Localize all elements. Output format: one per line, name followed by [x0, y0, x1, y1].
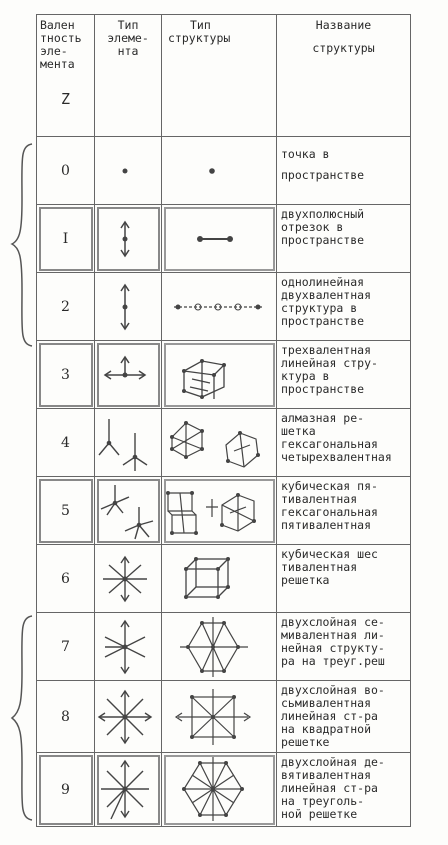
- structure-name-line: трехвалентная: [281, 343, 372, 357]
- structure-name-line: линейная ст-ра: [281, 781, 378, 795]
- structure-cell: [162, 137, 277, 205]
- structure-name-line: пространстве: [281, 314, 365, 328]
- structure-name-line: решетке: [281, 735, 330, 749]
- octavalent-element-icon: [95, 683, 161, 750]
- header-valence: [37, 15, 95, 137]
- structure-name-line: тивалентная: [281, 492, 358, 506]
- valence-value: 2: [37, 273, 95, 341]
- structure-name-cell: [277, 273, 411, 341]
- structure-name-line: пространстве: [281, 168, 365, 182]
- valence-value: 6: [37, 545, 95, 613]
- table-row: [37, 477, 411, 545]
- structure-name-line: точка в: [281, 147, 330, 161]
- pentavalent-element-icon: [95, 477, 161, 544]
- valence-value: 3: [37, 341, 95, 409]
- structure-name-line: алмазная ре-: [281, 411, 365, 425]
- nonavalent-element-icon: [95, 753, 161, 826]
- table-row: [37, 205, 411, 273]
- point-structure-icon: [162, 137, 276, 204]
- valence-value: 5: [37, 477, 95, 545]
- structure-cell: [162, 273, 277, 341]
- structure-name-cell: [277, 613, 411, 681]
- structure-name-line: структура в: [281, 301, 358, 315]
- structure-name-line: нейная структу-: [281, 641, 385, 655]
- element-cell: [95, 137, 162, 205]
- element-cell: [95, 477, 162, 545]
- element-cell: [95, 409, 162, 477]
- valence-value: 8: [37, 681, 95, 753]
- header-structure-line: структуры: [168, 31, 231, 45]
- header-element-type: [95, 15, 162, 137]
- header-valence-symbol: Z: [60, 90, 71, 108]
- table-row: [37, 545, 411, 613]
- header-valence-line: эле-: [40, 44, 68, 58]
- structure-name-line: кубическая шес: [281, 547, 378, 561]
- element-cell: [95, 341, 162, 409]
- left-curly-brace-top: [8, 140, 38, 350]
- header-structure-name: [277, 15, 411, 137]
- structure-name-line: вятивалентная: [281, 768, 372, 782]
- table-row: [37, 681, 411, 753]
- bivalent-element-icon: [95, 273, 161, 340]
- structure-name-cell: [277, 477, 411, 545]
- structure-name-line: мивалентная ли-: [281, 628, 385, 642]
- trivalent-lattice-icon: [162, 341, 276, 408]
- structure-name-line: ктура в: [281, 369, 330, 383]
- structure-name-line: пространстве: [281, 382, 365, 396]
- header-structure-line: Тип: [190, 18, 211, 32]
- structure-name-cell: [277, 341, 411, 409]
- structure-name-line: на квадратной: [281, 722, 372, 736]
- structure-name-line: гексагональная: [281, 437, 378, 451]
- element-cell: [95, 753, 162, 827]
- trivalent-element-icon: [95, 341, 161, 408]
- structure-name-line: ра на треуг.реш: [281, 654, 385, 668]
- hexavalent-element-icon: [95, 545, 161, 612]
- structure-name-line: двухслойная се-: [281, 615, 385, 629]
- structure-cell: [162, 409, 277, 477]
- structure-cell: [162, 753, 277, 827]
- heptavalent-element-icon: [95, 613, 161, 680]
- table-row: [37, 273, 411, 341]
- structure-name-line: сьмивалентная: [281, 696, 372, 710]
- table-row: [37, 341, 411, 409]
- cubic-lattice-icon: [162, 545, 276, 612]
- valence-value: 4: [37, 409, 95, 477]
- structure-name-line: двухполюсный: [281, 207, 365, 221]
- structure-name-cell: [277, 205, 411, 273]
- header-element-line: элеме-: [107, 31, 149, 45]
- tetravalent-element-icon: [95, 409, 161, 476]
- structure-name-cell: [277, 409, 411, 477]
- structure-name-line: кубическая пя-: [281, 479, 378, 493]
- structure-name-line: двухслойная во-: [281, 683, 385, 697]
- header-element-line: Тип: [117, 18, 139, 32]
- table-row: [37, 753, 411, 827]
- structure-name-line: двухслойная де-: [281, 755, 385, 769]
- element-cell: [95, 273, 162, 341]
- diamond-hexagonal-lattice-icon: [162, 409, 276, 476]
- valence-value: 0: [37, 137, 95, 205]
- element-cell: [95, 681, 162, 753]
- valence-value: I: [37, 205, 95, 273]
- structure-cell: [162, 341, 277, 409]
- element-cell: [95, 613, 162, 681]
- structure-name-line: гексагональная: [281, 505, 378, 519]
- structure-name-cell: [277, 753, 411, 827]
- structure-name-line: однолинейная: [281, 275, 365, 289]
- table-row: [37, 409, 411, 477]
- table-header-row: [37, 15, 411, 137]
- structure-name-cell: [277, 545, 411, 613]
- element-cell: [95, 205, 162, 273]
- structure-cell: [162, 681, 277, 753]
- chain-structure-icon: [162, 273, 276, 340]
- header-valence-line: Вален: [40, 18, 75, 32]
- left-curly-brace-bottom: [8, 612, 38, 824]
- two-layer-square-lattice-icon: [162, 683, 276, 750]
- structure-name-line: на треуголь-: [281, 794, 365, 808]
- header-name-line: Название: [315, 18, 372, 32]
- structure-name-line: решетка: [281, 573, 330, 587]
- table-row: [37, 137, 411, 205]
- structure-name-line: пространстве: [281, 233, 365, 247]
- table-row: [37, 613, 411, 681]
- structure-name-line: тивалентная: [281, 560, 358, 574]
- header-element-line: нта: [117, 44, 139, 58]
- structure-name-line: двухвалентная: [281, 288, 372, 302]
- structure-name-line: пятивалентная: [281, 518, 372, 532]
- structure-name-cell: [277, 681, 411, 753]
- structure-name-line: ной решетке: [281, 807, 358, 821]
- two-layer-triangular-lattice-icon: [162, 613, 276, 680]
- two-layer-nonavalent-triangular-lattice-icon: [162, 753, 276, 826]
- header-valence-line: мента: [40, 57, 75, 71]
- dipole-element-icon: [95, 205, 161, 272]
- header-name-line: структуры: [312, 41, 375, 55]
- point-element-icon: [95, 137, 161, 204]
- structure-name-line: линейная стру-: [281, 356, 378, 370]
- structure-name-line: четырехвалентная: [281, 450, 392, 464]
- structure-name-line: отрезок в: [281, 220, 344, 234]
- structure-cell: [162, 205, 277, 273]
- element-cell: [95, 545, 162, 613]
- segment-structure-icon: [162, 205, 276, 272]
- structure-name-line: линейная ст-ра: [281, 709, 378, 723]
- structure-cell: [162, 545, 277, 613]
- structure-cell: [162, 477, 277, 545]
- cubic-hexagonal-pentavalent-lattice-icon: [162, 477, 276, 544]
- structure-name-cell: [277, 137, 411, 205]
- valence-value: 7: [37, 613, 95, 681]
- structure-cell: [162, 613, 277, 681]
- valence-value: 9: [37, 753, 95, 827]
- header-structure-type: [162, 15, 277, 137]
- structure-name-line: шетка: [281, 424, 316, 438]
- valence-structure-table: [36, 14, 411, 827]
- header-valence-line: тность: [40, 31, 82, 45]
